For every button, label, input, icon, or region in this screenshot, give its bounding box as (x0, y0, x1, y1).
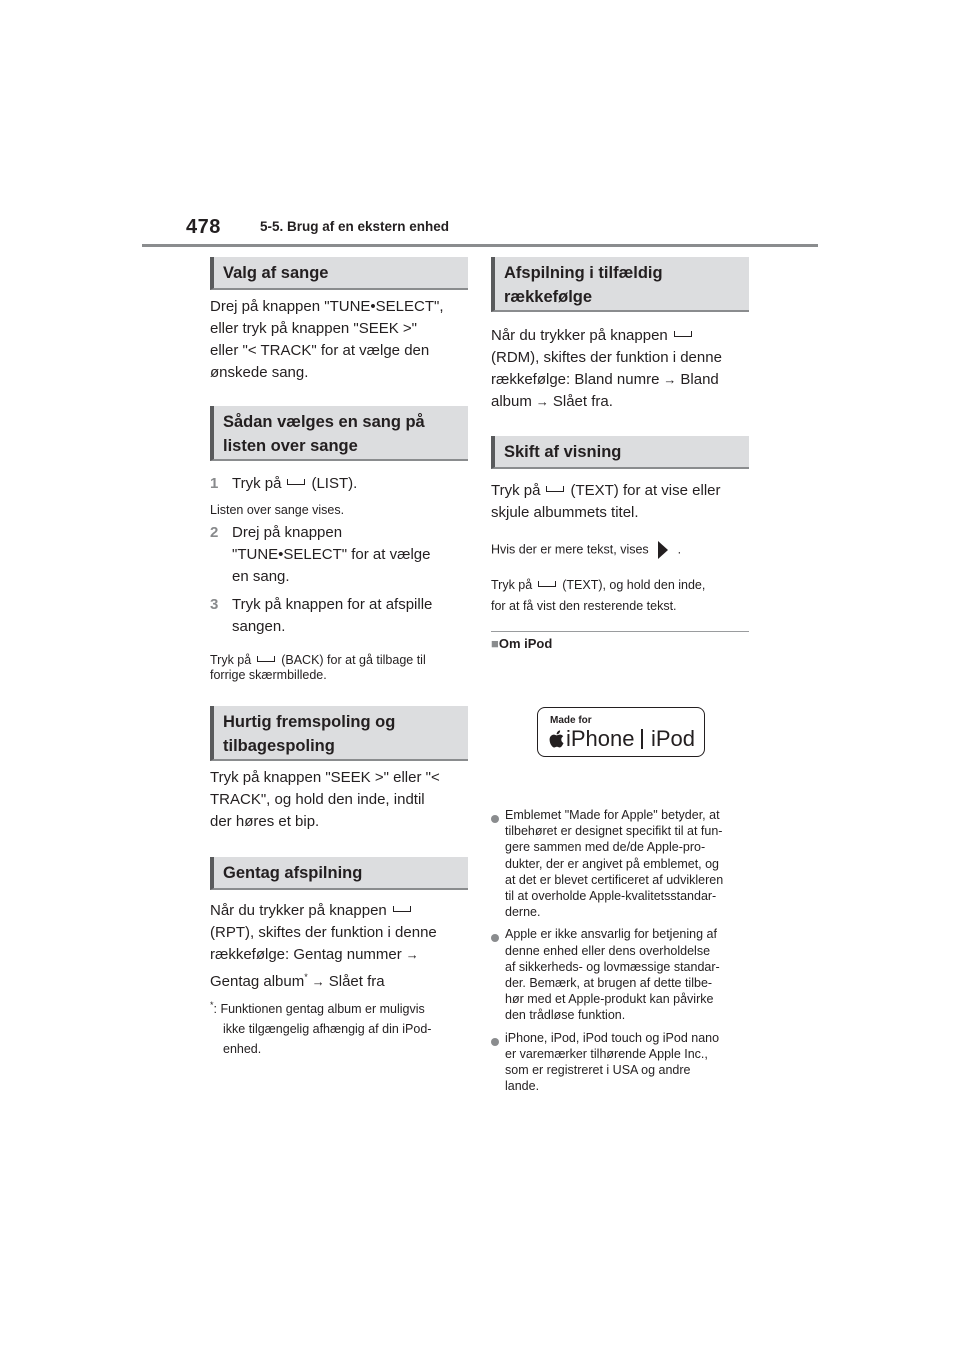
section-body (210, 767, 485, 833)
body-line: Tryk på (491, 482, 541, 499)
button-outline-icon (546, 486, 564, 492)
step-1 (210, 473, 480, 495)
section-heading-afspilning-tilfaeldig (491, 257, 749, 312)
section-heading-hurtig-fremspoling (210, 706, 468, 761)
bullet-text: iPhone, iPod, iPod touch og iPod nano (505, 1030, 720, 1045)
note-text: for at få vist den resterende tekst. (491, 599, 677, 613)
step-number: 3 (210, 596, 219, 613)
button-outline-icon (674, 331, 692, 337)
section-heading-gentag-afspilning (210, 857, 468, 890)
bullet-text: af sikkerheds- og lovmæssige standar- (505, 959, 720, 974)
body-line: (TEXT) for at vise eller (570, 482, 721, 499)
note-text: . (677, 542, 682, 557)
section-heading-text: Gentag afspilning (223, 864, 363, 882)
note-text: Hvis der er mere tekst, vises (491, 542, 649, 557)
triangle-right-icon (656, 541, 670, 559)
bullet-text: den trådløse funktion. (505, 1008, 626, 1023)
body-line: (RDM), skiftes der funktion i denne (491, 349, 722, 366)
body-line: Slået fra (328, 973, 385, 990)
step-text: "TUNE•SELECT" for at vælge (232, 546, 431, 563)
list-item (491, 1030, 756, 1095)
section-heading-saadan-vaelges (210, 406, 468, 461)
section-heading-text: listen over sange (223, 437, 358, 455)
bullet-text: er varemærker tilhørende Apple Inc., (505, 1046, 708, 1061)
body-line: eller tryk på knappen "SEEK >" (210, 320, 418, 337)
footnote-marker: * (210, 1000, 214, 1010)
button-outline-icon (538, 581, 556, 587)
body-line: (RPT), skiftes der funktion i denne (210, 924, 437, 941)
body-line: der høres et bip. (210, 813, 320, 830)
chapter-title: 5-5. Brug af en ekstern enhed (260, 219, 450, 234)
step-note: Listen over sange vises. (210, 503, 345, 517)
step-number: 1 (210, 475, 219, 492)
note-text: Tryk på (491, 578, 533, 592)
section-heading-valg-af-sange (210, 257, 468, 290)
step-3 (210, 594, 480, 638)
section-heading-text: tilbagespoling (223, 737, 335, 755)
body-line: rækkefølge: Gentag nummer (210, 946, 402, 963)
note (491, 575, 761, 617)
footnote-text: ikke tilgængelig afhængig af din iPod- (223, 1022, 432, 1037)
bullet-icon (491, 1038, 499, 1046)
step-text: Drej på knappen (232, 524, 343, 541)
bullet-text: Emblemet "Made for Apple" betyder, at (505, 808, 720, 822)
button-outline-icon (393, 906, 411, 912)
step-text: sangen. (232, 618, 286, 635)
footnote (210, 995, 475, 1059)
footnote-text: : Funktionen gentag album er muligvis (213, 1002, 425, 1017)
arrow-right-icon: → (663, 372, 677, 387)
footnote-text: enhed. (223, 1042, 262, 1057)
bullet-text: der. Bemærk, at brugen af dette tilbe- (505, 976, 713, 991)
apple-logo-icon (549, 730, 564, 748)
step-2 (210, 522, 480, 588)
body-line: eller "< TRACK" for at vælge den (210, 342, 430, 359)
body-line: Gentag album (210, 973, 305, 990)
body-line: Bland (680, 371, 719, 388)
badge-ipod: iPod (651, 726, 696, 751)
note-text: forrige skærmbillede. (210, 668, 327, 682)
bullet-icon (491, 815, 499, 823)
divider (491, 631, 749, 632)
section-body (210, 296, 480, 384)
ipod-heading-text: Om iPod (498, 636, 553, 651)
bullet-icon (491, 934, 499, 942)
section-heading-text: Sådan vælges en sang på (223, 413, 425, 431)
badge-made-for: Made for (550, 715, 592, 726)
ipod-heading (491, 636, 552, 651)
body-line: TRACK", og hold den inde, indtil (210, 791, 425, 808)
page-number: 478 (186, 216, 221, 238)
back-note (210, 653, 472, 683)
body-line: album (491, 393, 532, 410)
badge-divider (641, 729, 643, 749)
section-body (491, 325, 766, 413)
step-number: 2 (210, 524, 219, 541)
bullet-text: derne. (505, 905, 541, 920)
section-heading-skift-af-visning (491, 436, 749, 469)
body-line: skjule albummets titel. (491, 504, 639, 521)
body-line: ønskede sang. (210, 364, 309, 381)
bullet-text: tilbehøret er designet specifikt til at fun- (505, 824, 723, 839)
square-bullet-icon: ■ (491, 636, 499, 651)
ipod-bullets (491, 807, 756, 1094)
bullet-text: Apple er ikke ansvarlig for betjening af (505, 927, 717, 942)
note-text: (BACK) for at gå tilbage til (281, 653, 426, 667)
note-text: Tryk på (210, 653, 252, 667)
made-for-apple-badge (537, 707, 705, 757)
body-line: Drej på knappen "TUNE•SELECT", (210, 298, 444, 315)
badge-iphone: iPhone (566, 726, 635, 751)
body-line: rækkefølge: Bland numre (491, 371, 660, 388)
step-text: (LIST). (311, 475, 358, 492)
bullet-text: gere sammen med de/de Apple-pro- (505, 840, 706, 855)
step-text: en sang. (232, 568, 290, 585)
section-heading-text: Valg af sange (223, 264, 329, 282)
note (491, 541, 761, 559)
button-outline-icon (257, 656, 275, 662)
footnote-marker: * (304, 972, 308, 982)
bullet-text: denne enhed eller dens overholdelse (505, 943, 711, 958)
section-heading-text: Afspilning i tilfældig (504, 264, 663, 282)
note-text: (TEXT), og hold den inde, (562, 578, 706, 592)
list-item (491, 926, 756, 1023)
body-line: Når du trykker på knappen (491, 327, 668, 344)
bullet-text: dukter, der er angivet på emblemet, og (505, 856, 720, 871)
body-line: Når du trykker på knappen (210, 902, 387, 919)
bullet-text: at det er blevet certificeret af udvikleren (505, 872, 724, 887)
arrow-right-icon: → (311, 974, 325, 989)
bullet-text: til at overholde Apple-kvalitetsstandar- (505, 889, 717, 904)
section-heading-text: rækkefølge (504, 288, 593, 306)
section-heading-text: Hurtig fremspoling og (223, 713, 396, 731)
body-line: Slået fra. (552, 393, 613, 410)
button-outline-icon (287, 479, 305, 485)
section-heading-text: Skift af visning (504, 443, 622, 461)
list-item (491, 807, 756, 920)
step-text: Tryk på knappen for at afspille (232, 596, 433, 613)
section-body (491, 480, 766, 524)
body-line: Tryk på knappen "SEEK >" eller "< (210, 769, 440, 786)
step-text: Tryk på (232, 475, 282, 492)
arrow-right-icon: → (535, 394, 549, 409)
header-rule (142, 244, 818, 247)
bullet-text: som er registreret i USA og andre (505, 1063, 691, 1078)
arrow-right-icon: → (405, 947, 419, 962)
bullet-text: lande. (505, 1079, 540, 1094)
bullet-text: hør med et Apple-produkt kan påvirke (505, 992, 714, 1007)
section-body (210, 900, 485, 993)
